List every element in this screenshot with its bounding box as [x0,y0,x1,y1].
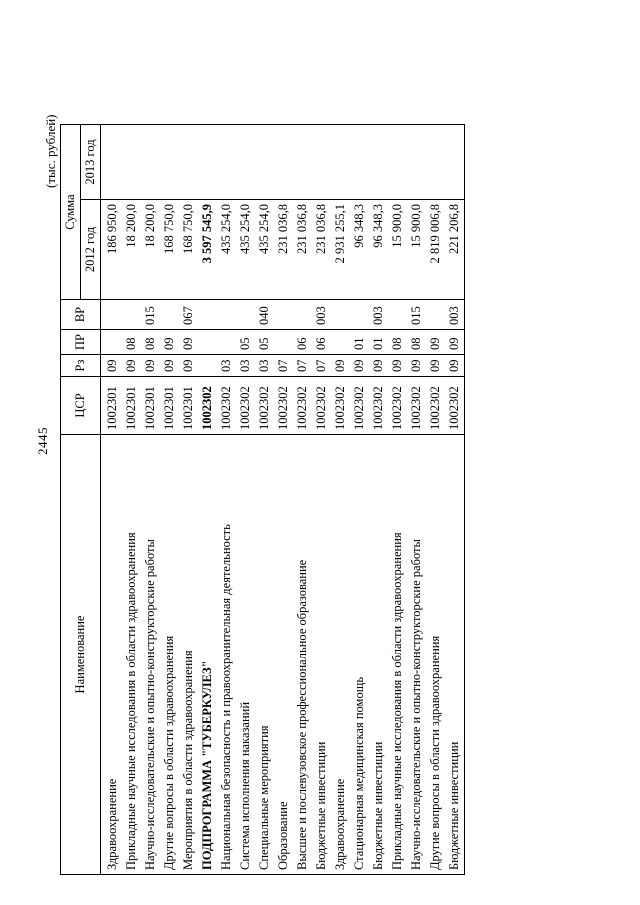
cell-pr [274,330,293,355]
cell-name: ПОДПРОГРАММА "ТУБЕРКУЛЕЗ" [198,435,217,875]
cell-csr: 1002301 [179,377,198,435]
cell-pr [198,330,217,355]
cell-rz: 09 [179,355,198,377]
cell-name: Прикладные научные исследования в области здравоохранения [122,435,141,875]
cell-vr [236,300,255,330]
cell-y2012: 231 036,8 [312,200,331,300]
cell-y2012: 435 254,0 [217,200,236,300]
cell-y2012: 231 036,8 [293,200,312,300]
header-2013: 2013 год [81,125,101,200]
cell-vr: 067 [179,300,198,330]
cell-y2012: 2 931 255,1 [331,200,350,300]
cell-csr: 1002301 [141,377,160,435]
cell-vr [293,300,312,330]
cell-y2012: 15 900,0 [388,200,407,300]
table-row [141,125,160,875]
cell-csr: 1002302 [350,377,369,435]
cell-name: Бюджетные инвестиции [369,435,388,875]
cell-rz: 03 [236,355,255,377]
table-row [350,125,369,875]
cell-vr: 015 [407,300,426,330]
cell-y2013 [198,125,217,200]
cell-rz [198,355,217,377]
cell-vr: 015 [141,300,160,330]
cell-y2013 [388,125,407,200]
cell-rz: 09 [331,355,350,377]
cell-pr: 08 [388,330,407,355]
cell-rz: 09 [445,355,465,377]
cell-vr [350,300,369,330]
cell-vr: 003 [312,300,331,330]
cell-rz: 09 [160,355,179,377]
cell-csr: 1002301 [101,377,123,435]
cell-rz: 09 [426,355,445,377]
cell-vr [274,300,293,330]
cell-csr: 1002302 [426,377,445,435]
cell-pr: 01 [350,330,369,355]
cell-vr: 040 [255,300,274,330]
cell-rz: 07 [293,355,312,377]
table-row [179,125,198,875]
cell-csr: 1002302 [236,377,255,435]
cell-y2012: 231 036,8 [274,200,293,300]
cell-y2013 [445,125,465,200]
cell-csr: 1002302 [198,377,217,435]
cell-vr [388,300,407,330]
cell-rz: 09 [407,355,426,377]
table-row [274,125,293,875]
cell-name: Другие вопросы в области здравоохранения [160,435,179,875]
cell-rz: 03 [255,355,274,377]
cell-name: Национальная безопасность и правоохранительная деятельность [217,435,236,875]
header-name: Наименование [61,435,101,875]
cell-csr: 1002302 [217,377,236,435]
cell-rz: 09 [350,355,369,377]
cell-pr [331,330,350,355]
cell-y2013 [122,125,141,200]
table-row [217,125,236,875]
cell-y2012: 15 900,0 [407,200,426,300]
cell-y2013 [236,125,255,200]
header-vr: ВР [61,300,101,330]
cell-name: Здравоохранение [331,435,350,875]
cell-csr: 1002302 [369,377,388,435]
cell-name: Система исполнения наказаний [236,435,255,875]
table-row [388,125,407,875]
cell-name: Другие вопросы в области здравоохранения [426,435,445,875]
cell-pr: 09 [426,330,445,355]
cell-y2013 [407,125,426,200]
cell-name: Бюджетные инвестиции [445,435,465,875]
cell-csr: 1002302 [312,377,331,435]
table-row [407,125,426,875]
cell-rz: 09 [388,355,407,377]
cell-name: Образование [274,435,293,875]
cell-pr: 08 [141,330,160,355]
cell-pr: 06 [293,330,312,355]
budget-table [60,124,465,875]
cell-name: Бюджетные инвестиции [312,435,331,875]
cell-y2013 [293,125,312,200]
table-row [445,125,465,875]
cell-csr: 1002302 [331,377,350,435]
table-row [101,125,123,875]
table-row [312,125,331,875]
cell-csr: 1002302 [274,377,293,435]
table-row [369,125,388,875]
cell-pr: 08 [122,330,141,355]
cell-csr: 1002302 [255,377,274,435]
cell-pr [217,330,236,355]
table-row [426,125,445,875]
header-2012: 2012 год [81,200,101,300]
header-rz: Рз [61,355,101,377]
table-row [160,125,179,875]
cell-csr: 1002301 [160,377,179,435]
cell-vr [101,300,123,330]
cell-csr: 1002302 [445,377,465,435]
cell-y2012: 96 348,3 [350,200,369,300]
cell-y2013 [350,125,369,200]
cell-rz: 09 [369,355,388,377]
cell-y2013 [274,125,293,200]
cell-rz: 09 [101,355,123,377]
cell-csr: 1002302 [388,377,407,435]
cell-pr: 05 [255,330,274,355]
cell-y2013 [255,125,274,200]
cell-pr: 05 [236,330,255,355]
cell-y2012: 168 750,0 [160,200,179,300]
cell-y2013 [426,125,445,200]
cell-vr [331,300,350,330]
cell-pr: 01 [369,330,388,355]
cell-vr [122,300,141,330]
table-body [101,125,465,875]
cell-y2012: 168 750,0 [179,200,198,300]
cell-y2012: 18 200,0 [141,200,160,300]
cell-rz: 09 [122,355,141,377]
table-row [293,125,312,875]
cell-y2013 [369,125,388,200]
cell-y2012: 435 254,0 [255,200,274,300]
table-row [236,125,255,875]
cell-y2012: 18 200,0 [122,200,141,300]
cell-name: Специальные мероприятия [255,435,274,875]
cell-pr: 09 [445,330,465,355]
page-number: 2445 [35,427,50,455]
cell-vr [426,300,445,330]
cell-y2013 [331,125,350,200]
cell-vr [217,300,236,330]
table-row [255,125,274,875]
table-row [198,125,217,875]
cell-name: Прикладные научные исследования в области здравоохранения [388,435,407,875]
cell-rz: 07 [274,355,293,377]
header-csr: ЦСР [61,377,101,435]
cell-csr: 1002302 [407,377,426,435]
cell-vr: 003 [445,300,465,330]
cell-name: Высшее и послевузовское профессиональное образование [293,435,312,875]
cell-csr: 1002301 [122,377,141,435]
cell-vr [160,300,179,330]
cell-csr: 1002302 [293,377,312,435]
cell-y2013 [312,125,331,200]
cell-name: Научно-исследовательские и опытно-конструкторские работы [407,435,426,875]
cell-pr: 06 [312,330,331,355]
cell-vr [198,300,217,330]
units-label: (тыс. рублей) [43,114,58,188]
cell-y2012: 3 597 545,9 [198,200,217,300]
table-row [331,125,350,875]
cell-name: Мероприятия в области здравоохранения [179,435,198,875]
cell-y2013 [217,125,236,200]
cell-pr [101,330,123,355]
cell-name: Здравоохранение [101,435,123,875]
cell-name: Стационарная медицинская помощь [350,435,369,875]
cell-y2013 [179,125,198,200]
cell-rz: 09 [141,355,160,377]
cell-y2013 [141,125,160,200]
table-row [122,125,141,875]
cell-y2012: 186 950,0 [101,200,123,300]
cell-y2012: 2 819 006,8 [426,200,445,300]
table-header [61,125,101,875]
cell-pr: 09 [160,330,179,355]
header-sum: Сумма [61,125,81,300]
cell-y2012: 221 206,8 [445,200,465,300]
cell-pr: 09 [179,330,198,355]
header-pr: ПР [61,330,101,355]
cell-rz: 03 [217,355,236,377]
cell-y2012: 96 348,3 [369,200,388,300]
cell-rz: 07 [312,355,331,377]
cell-y2013 [160,125,179,200]
cell-name: Научно-исследовательские и опытно-конструкторские работы [141,435,160,875]
cell-y2013 [101,125,123,200]
cell-y2012: 435 254,0 [236,200,255,300]
cell-pr: 08 [407,330,426,355]
cell-vr: 003 [369,300,388,330]
